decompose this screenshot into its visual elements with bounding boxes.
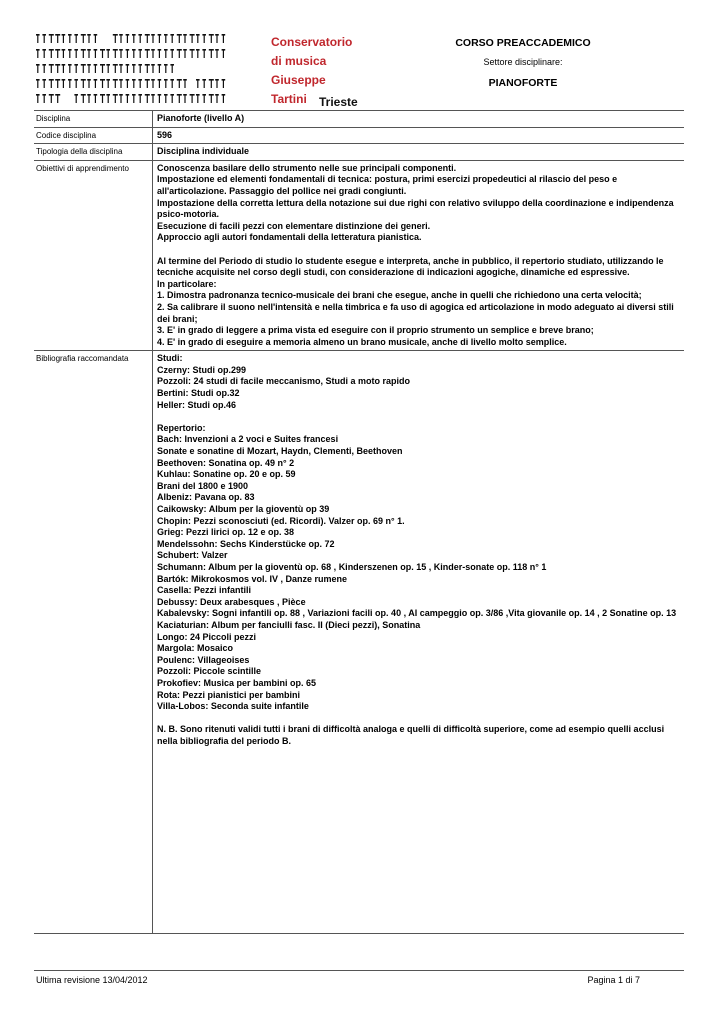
institution-name [271, 33, 358, 109]
logo-hammer-mark [145, 94, 150, 103]
logo-hammer-mark [106, 64, 110, 73]
logo-hammer-mark [126, 49, 130, 58]
logo-hammer-mark [132, 79, 136, 88]
row-label: Obiettivi di apprendimento [34, 160, 153, 351]
logo-hammer-mark [100, 79, 105, 88]
logo-hammer-mark [164, 49, 168, 58]
bibliography-item: Bertini: Studi op.32 [157, 388, 240, 399]
row-value [153, 351, 685, 934]
logo-hammer-mark [94, 79, 98, 88]
logo-hammer-mark [177, 94, 182, 103]
logo-hammer-mark [196, 94, 200, 103]
logo-hammer-mark [202, 49, 206, 58]
list-item: 2. Sa calibrare il suono nell'intensità e nella timbrica e fa uso di agogica ed articolazione in modo adeguato ai diversi stili dei brani; [157, 301, 674, 324]
footer-divider [34, 970, 684, 971]
logo-hammer-mark [158, 64, 162, 73]
note: N. B. Sono ritenuti validi tutti i brani di difficoltà analoga e quelli di difficoltà superiore, come ad esempio quelli acclusi nella bibliografia del periodo B. [157, 724, 665, 746]
bibliography-item: Sonate e sonatine di Mozart, Haydn, Clementi, Beethoven [157, 446, 403, 457]
bibliography-item: Albeniz: Pavana op. 83 [157, 492, 255, 503]
logo-hammer-mark [36, 64, 40, 73]
logo-hammer-mark [55, 64, 60, 73]
bibliography-item: Casella: Pezzi infantili [157, 585, 252, 596]
row-label: Codice disciplina [34, 127, 153, 144]
section-title: Repertorio: [157, 422, 206, 433]
bibliography-item: Pozzoli: Piccole scintille [157, 666, 262, 677]
logo-hammer-mark [113, 34, 118, 43]
logo-hammer-mark [36, 79, 40, 88]
logo-hammer-mark [81, 64, 86, 73]
row-label: Bibliografia raccomandata [34, 351, 153, 934]
logo-hammer-mark [113, 64, 118, 73]
logo-hammer-mark [106, 49, 110, 58]
logo-hammer-mark [196, 79, 200, 88]
page-number: Pagina 1 di 7 [587, 975, 640, 985]
logo-hammer-mark [164, 94, 168, 103]
logo-hammer-mark [74, 64, 78, 73]
logo-hammer-mark [183, 34, 187, 43]
logo-hammer-mark [202, 94, 206, 103]
row-value: 596 [153, 127, 685, 144]
bibliography-item: Rota: Pezzi pianistici per bambini [157, 689, 301, 700]
row-bibliografia [34, 351, 684, 934]
logo-hammer-mark [151, 79, 155, 88]
logo-hammer-mark [100, 64, 105, 73]
logo-hammer-mark [119, 79, 123, 88]
logo-hammer-mark [106, 79, 110, 88]
logo-hammer-mark [196, 49, 200, 58]
institution-line: di musica [271, 54, 327, 68]
course-title: CORSO PREACCADEMICO [455, 37, 591, 49]
logo-hammer-mark [42, 34, 46, 43]
logo-hammer-mark [87, 94, 91, 103]
logo-hammer-mark [164, 79, 168, 88]
logo-hammer-mark [190, 49, 195, 58]
logo-hammer-mark [158, 79, 162, 88]
logo-hammer-mark [170, 94, 174, 103]
logo-hammer-mark [145, 34, 150, 43]
logo-hammer-mark [215, 49, 219, 58]
logo-hammer-mark [74, 34, 78, 43]
logo-hammer-mark [87, 34, 91, 43]
logo-hammer-mark [183, 49, 187, 58]
row-value: Disciplina individuale [153, 144, 685, 161]
logo-hammer-mark [145, 49, 150, 58]
logo-hammer-mark [42, 64, 46, 73]
logo-hammer-mark [196, 34, 200, 43]
logo-hammer-mark [87, 64, 91, 73]
logo-hammer-mark [170, 34, 174, 43]
logo-hammer-mark [36, 34, 40, 43]
logo-hammer-mark [190, 34, 195, 43]
logo-hammer-mark [94, 34, 98, 43]
bibliography-item: Heller: Studi op.46 [157, 399, 237, 410]
logo-hammer-mark [49, 94, 54, 103]
row-obiettivi [34, 160, 684, 351]
logo-hammer-mark [62, 79, 66, 88]
bibliography-item: Beethoven: Sonatina op. 49 n° 2 [157, 457, 295, 468]
logo-hammer-mark [151, 64, 155, 73]
logo-hammer-mark [74, 94, 78, 103]
logo-hammer-mark [113, 94, 118, 103]
logo-hammer-mark [138, 94, 142, 103]
row-label: Disciplina [34, 111, 153, 128]
logo-hammer-mark [158, 34, 162, 43]
bibliography-item: Bartók: Mikrokosmos vol. IV , Danze rumene [157, 573, 348, 584]
row-value: Pianoforte (livello A) [153, 111, 685, 128]
logo-hammer-mark [94, 64, 98, 73]
bibliography-item: Pozzoli: 24 studi di facile meccanismo, Studi a moto rapido [157, 376, 411, 387]
institution-line: Giuseppe [271, 73, 326, 87]
row-tipologia [34, 144, 684, 161]
logo-hammer-mark [42, 79, 46, 88]
logo-hammer-mark [164, 34, 168, 43]
logo-hammer-mark [151, 34, 155, 43]
bibliography-item: Schumann: Album per la gioventù op. 68 , Kinderszenen op. 15 , Kinder-sonate op. 118 n° 1 [157, 561, 547, 572]
logo-hammer-mark [209, 34, 214, 43]
studi-list [157, 365, 682, 411]
logo-hammer-mark [151, 94, 155, 103]
logo-hammer-mark [100, 94, 105, 103]
logo-hammer-mark [202, 34, 206, 43]
paragraph: Approccio agli autori fondamentali della letteratura pianistica. [157, 232, 422, 243]
bibliography-item: Debussy: Deux arabesques , Pièce [157, 596, 306, 607]
bibliography-item: Brani del 1800 e 1900 [157, 480, 249, 491]
logo-hammer-mark [106, 94, 110, 103]
bibliography-item: Bach: Invenzioni a 2 voci e Suites francesi [157, 434, 339, 445]
logo-hammer-mark [119, 64, 123, 73]
logo-hammer-mark [68, 49, 72, 58]
bibliography-item: Grieg: Pezzi lirici op. 12 e op. 38 [157, 527, 295, 538]
logo-hammer-mark [49, 79, 54, 88]
row-value [153, 160, 685, 351]
list-item: 3. E' in grado di leggere a prima vista ed eseguire con il proprio strumento un semplice e breve brano; [157, 325, 594, 336]
bibliography-item: Kuhlau: Sonatine op. 20 e op. 59 [157, 469, 296, 480]
logo-hammer-mark [81, 34, 86, 43]
logo-hammer-mark [158, 49, 162, 58]
bibliography-item: Mendelssohn: Sechs Kinderstücke op. 72 [157, 538, 335, 549]
logo-hammer-mark [170, 49, 174, 58]
logo-hammer-mark [42, 49, 46, 58]
logo-hammer-mark [209, 94, 214, 103]
logo-hammer-mark [81, 49, 86, 58]
bibliography-item: Czerny: Studi op.299 [157, 364, 247, 375]
logo-hammer-mark [222, 79, 226, 88]
syllabus-table [34, 110, 684, 934]
bibliography-item: Schubert: Valzer [157, 550, 228, 561]
logo-hammer-mark [138, 49, 142, 58]
logo-hammer-mark [145, 64, 150, 73]
logo-hammer-mark [222, 49, 226, 58]
logo-hammer-mark [126, 94, 130, 103]
logo-hammer-mark [177, 49, 182, 58]
paragraph: Impostazione della corretta lettura della notazione sui due righi con relativo sviluppo della coordinazione e indipendenza psico-motoria. [157, 197, 674, 220]
logo-hammer-mark [209, 49, 214, 58]
logo-hammer-mark [170, 64, 174, 73]
logo-hammer-mark [132, 49, 136, 58]
bibliography-item: Kabalevsky: Sogni infantili op. 88 , Variazioni facili op. 40 , Al campeggio op. 3/86 ,Vita giovanile op. 14 , 2 Sonatine op. 13 [157, 608, 677, 619]
logo-hammer-mark [222, 34, 226, 43]
logo-hammer-mark [164, 64, 168, 73]
repertorio-list [157, 434, 682, 712]
logo-hammer-mark [68, 34, 72, 43]
logo-hammer-mark [94, 49, 98, 58]
logo-hammer-mark [74, 79, 78, 88]
logo-hammer-mark [132, 64, 136, 73]
logo-hammer-mark [68, 64, 72, 73]
logo-hammer-mark [158, 94, 162, 103]
logo-hammer-mark [170, 79, 174, 88]
logo-hammer-mark [119, 34, 123, 43]
logo-hammer-mark [183, 94, 187, 103]
logo-hammer-mark [55, 34, 60, 43]
logo-hammer-mark [215, 79, 219, 88]
logo-hammer-mark [62, 34, 66, 43]
logo-hammer-mark [49, 34, 54, 43]
logo-hammer-mark [55, 94, 60, 103]
paragraph: Al termine del Periodo di studio lo studente esegue e interpreta, anche in pubblico, il repertorio studiato, utilizzando le tecniche acquisite nel corso degli studi, con considerazione di indicazioni agogiche, dinamiche ed espressive. [157, 255, 664, 278]
logo-hammer-mark [49, 49, 54, 58]
institution-line: Conservatorio [271, 35, 353, 49]
section-title: Studi: [157, 353, 183, 364]
revision-date: Ultima revisione 13/04/2012 [36, 975, 148, 985]
logo-hammer-mark [119, 49, 123, 58]
paragraph: Esecuzione di facili pezzi con elementare distinzione dei generi. [157, 220, 431, 231]
logo-hammer-mark [62, 49, 66, 58]
logo-hammer-mark [36, 49, 40, 58]
logo-hammer-mark [55, 79, 60, 88]
paragraph: Impostazione ed elementi fondamentali di tecnica: postura, primi esercizi propedeutici al rilascio del peso e all'articolazione. Passaggio del pollice nei gradi congiunti. [157, 174, 618, 196]
logo-hammer-mark [113, 79, 118, 88]
list-item: 1. Dimostra padronanza tecnico-musicale dei brani che esegue, anche in quelli che richiedono una certa velocità; [157, 290, 642, 301]
logo-hammer-mark [126, 64, 130, 73]
bibliography-item: Caikowsky: Album per la gioventù op 39 [157, 504, 330, 514]
conservatorio-logo-icon [34, 32, 230, 104]
institution-line: Tartini [271, 92, 307, 106]
list-item: 4. E' in grado di eseguire a memoria almeno un brano musicale, anche di livello molto semplice. [157, 336, 567, 347]
bibliography-item: Kaciaturian: Album per fanciulli fasc. II (Dieci pezzi), Sonatina [157, 619, 421, 630]
logo-hammer-mark [190, 94, 195, 103]
logo-hammer-mark [132, 34, 136, 43]
logo-hammer-mark [100, 49, 105, 58]
bibliography-item: Villa-Lobos: Seconda suite infantile [157, 701, 309, 712]
logo-hammer-mark [215, 34, 219, 43]
logo-hammer-mark [87, 49, 91, 58]
logo-hammer-mark [126, 34, 130, 43]
logo-hammer-mark [81, 94, 86, 103]
logo-hammer-mark [132, 94, 136, 103]
logo-hammer-mark [138, 34, 142, 43]
logo-hammer-mark [42, 94, 46, 103]
paragraph: Conoscenza basilare dello strumento nelle sue principali componenti. [157, 162, 457, 173]
subject-title: PIANOFORTE [488, 77, 558, 89]
course-header [408, 36, 638, 90]
logo-hammer-mark [74, 49, 78, 58]
logo-hammer-mark [145, 79, 150, 88]
bibliography-item: Chopin: Pezzi sconosciuti (ed. Ricordi). Valzer op. 69 n° 1. [157, 515, 405, 526]
logo-hammer-mark [222, 94, 226, 103]
bibliography-item: Prokofiev: Musica per bambini op. 65 [157, 677, 317, 688]
logo-hammer-mark [183, 79, 187, 88]
logo-hammer-mark [215, 94, 219, 103]
logo-hammer-mark [126, 79, 130, 88]
logo-hammer-mark [87, 79, 91, 88]
logo-hammer-mark [81, 79, 86, 88]
row-label: Tipologia della disciplina [34, 144, 153, 161]
sector-label: Settore disciplinare: [483, 57, 563, 67]
institution-city: Trieste [319, 95, 358, 109]
logo-hammer-mark [209, 79, 214, 88]
logo-hammer-mark [68, 79, 72, 88]
logo-hammer-mark [202, 79, 206, 88]
logo-hammer-mark [55, 49, 60, 58]
logo-hammer-mark [138, 64, 142, 73]
row-disciplina [34, 111, 684, 128]
logo-hammer-mark [177, 79, 182, 88]
logo-hammer-mark [151, 49, 155, 58]
bibliography-item: Longo: 24 Piccoli pezzi [157, 631, 257, 642]
bibliography-item: Margola: Mosaico [157, 643, 234, 654]
paragraph: In particolare: [157, 278, 217, 289]
bibliography-item: Poulenc: Villageoises [157, 654, 250, 665]
logo-hammer-mark [94, 94, 98, 103]
logo-hammer-mark [36, 94, 40, 103]
logo-hammer-mark [113, 49, 118, 58]
logo-hammer-mark [177, 34, 182, 43]
logo-hammer-mark [138, 79, 142, 88]
row-codice [34, 127, 684, 144]
logo-hammer-mark [49, 64, 54, 73]
logo-hammer-mark [119, 94, 123, 103]
logo-hammer-mark [62, 64, 66, 73]
